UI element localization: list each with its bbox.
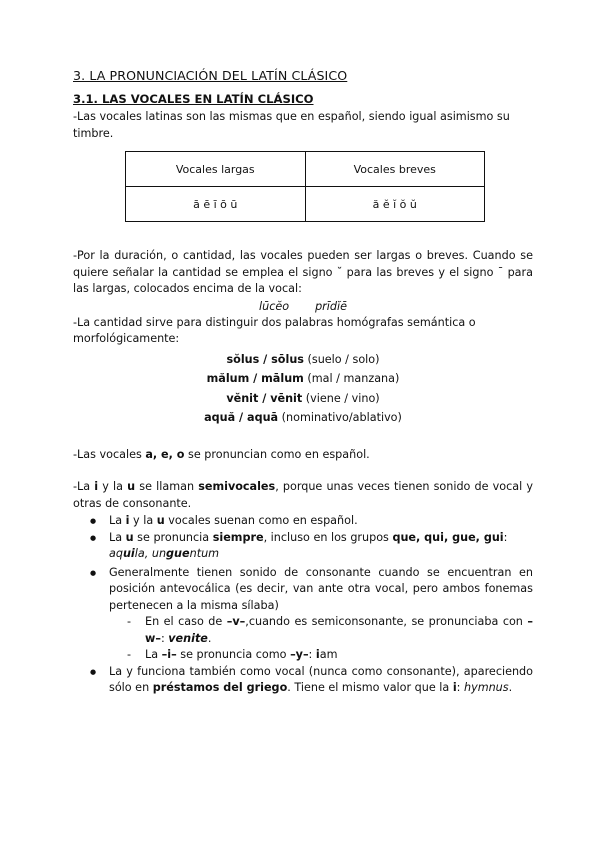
- example-words: aquila, unguentum: [109, 547, 220, 560]
- list-item: - La –i– se pronuncia como –y–: iam: [109, 647, 533, 664]
- vowels-table: [125, 151, 485, 222]
- table-header-long: Vocales largas: [126, 152, 306, 187]
- example-word: lūcĕo: [259, 299, 290, 313]
- table-row: [126, 187, 485, 222]
- bullet-list: [73, 513, 533, 697]
- list-item: - En el caso de –v–,cuando es semiconsonante, se pronunciaba con –w–: venite.: [109, 614, 533, 647]
- aeo-paragraph: -Las vocales a, e, o se pronuncian como en español.: [73, 447, 370, 461]
- list-item: ● Generalmente tienen sonido de consonante cuando se encuentran en posición antevocálica (es decir, van ante otra vocal, pero ambos fonemas pertenecen a la misma sílaba) - En el caso de –v–,cuando es semiconsonante, se pronunciaba con –w–: venite. - La –i– se pronuncia como –y–: iam: [73, 565, 533, 664]
- sub-list: [109, 614, 533, 664]
- semivocales-paragraph: -La i y la u se llaman semivocales, porque unas veces tienen sonido de vocal y otras de consonante.: [73, 480, 534, 510]
- example-words: [73, 299, 533, 314]
- intro-paragraph: -Las vocales latinas son las mismas que en español, siendo igual asimismo su timbre.: [73, 110, 510, 140]
- document-page: [73, 68, 533, 697]
- list-item: ● La i y la u vocales suenan como en español.: [73, 513, 533, 530]
- list-item: ● La u se pronuncia siempre, incluso en los grupos que, qui, gue, gui: aquila, unguentum: [73, 530, 533, 563]
- list-item: vĕnit / vēnit (viene / vino): [226, 391, 380, 405]
- list-item: sŏlus / sōlus (suelo / solo): [226, 352, 380, 366]
- list-item: aquă / aquā (nominativo/ablativo): [204, 411, 402, 424]
- section-heading: 3.1. LAS VOCALES EN LATÍN CLÁSICO: [73, 92, 314, 106]
- table-row: [126, 152, 485, 187]
- page-title: 3. LA PRONUNCIACIÓN DEL LATÍN CLÁSICO: [73, 68, 348, 83]
- table-header-short: Vocales breves: [305, 152, 485, 187]
- duration-paragraph: -Por la duración, o cantidad, las vocales pueden ser largas o breves. Cuando se quiere señalar la cantidad se emplea el signo ˘ para las breves y el signo ¯ para las largas, colocados encima de la vocal:: [73, 249, 533, 295]
- table-cell-short: ă ĕ ĭ ŏ ŭ: [305, 187, 485, 222]
- macron-sign-icon: ¯: [497, 265, 504, 279]
- example-word: prīdĭē: [315, 299, 347, 313]
- list-item: ● La y funciona también como vocal (nunca como consonante), apareciendo sólo en préstamos del griego. Tiene el mismo valor que la i: hymnus.: [73, 664, 533, 697]
- homograph-pairs: [73, 350, 533, 428]
- list-item: mălum / mālum (mal / manzana): [206, 372, 400, 385]
- breve-sign-icon: ˘: [336, 265, 343, 279]
- cantidad-paragraph: -La cantidad sirve para distinguir dos palabras homógrafas semántica o morfológicamente:: [73, 315, 476, 345]
- table-cell-long: ā ē ī ō ū: [126, 187, 306, 222]
